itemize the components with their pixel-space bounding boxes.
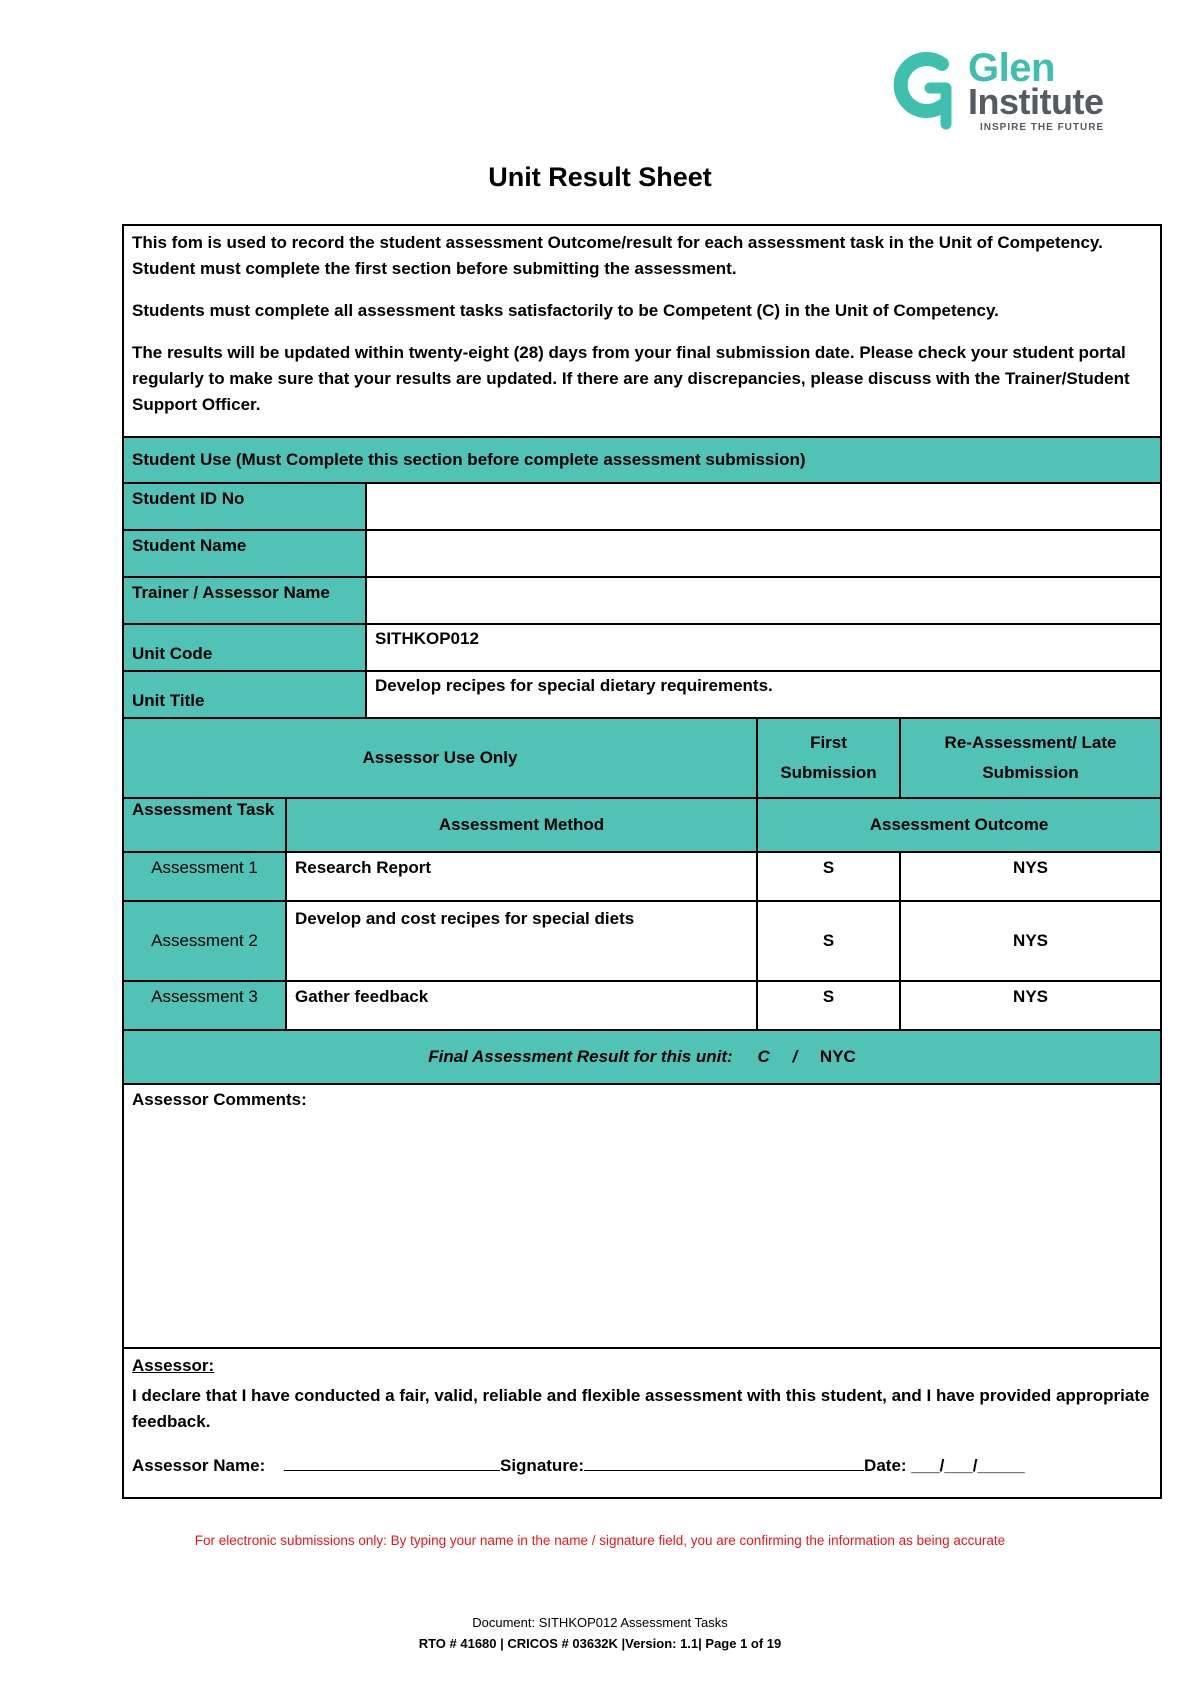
logo-word-glen: Glen: [968, 46, 1055, 90]
assessment-task-cell: Assessment 3: [123, 981, 286, 1030]
assessor-name-label: Assessor Name:: [132, 1456, 266, 1475]
col-assessment-task: Assessment Task: [123, 798, 286, 852]
assessor-comments-cell[interactable]: [123, 1084, 1161, 1348]
declaration-text: I declare that I have conducted a fair, valid, reliable and flexible assessment with this student, and I have provided appropriate feedback.: [132, 1386, 1150, 1431]
final-result-cell: [123, 1030, 1161, 1084]
assessment-method-cell: Research Report: [286, 852, 757, 901]
footer-document: Document: SITHKOP012 Assessment Tasks: [472, 1615, 728, 1630]
assessor-use-heading: Assessor Use Only: [123, 718, 757, 798]
page-title: Unit Result Sheet: [488, 162, 712, 192]
assessor-comments-label: Assessor Comments:: [132, 1090, 307, 1109]
intro-cell: [123, 225, 1161, 437]
logo-tagline: INSPIRE THE FUTURE: [980, 122, 1105, 133]
first-submission-result: S: [757, 981, 900, 1030]
final-result-nyc[interactable]: NYC: [819, 1047, 856, 1066]
unit-code-value: SITHKOP012: [366, 624, 1161, 671]
declaration-cell: [123, 1348, 1161, 1498]
trainer-name-field[interactable]: [366, 577, 1161, 624]
trainer-name-row: [123, 577, 1161, 624]
intro-row: [123, 225, 1161, 437]
comments-row: [123, 1084, 1161, 1348]
intro-paragraph-1: This fom is used to record the student assessment Outcome/result for each assessment task in the Unit of Competency. Student must complete the first section before submitting the assessment.: [132, 233, 1103, 278]
student-id-field[interactable]: [366, 483, 1161, 530]
declaration-row: [123, 1348, 1161, 1498]
institute-logo: [890, 44, 1120, 134]
student-name-label: Student Name: [123, 530, 366, 577]
assessment-method-cell: Gather feedback: [286, 981, 757, 1030]
assessor-header-row: [123, 718, 1161, 798]
trainer-name-label: Trainer / Assessor Name: [123, 577, 366, 624]
electronic-submission-note: For electronic submissions only: By typing your name in the name / signature field, you are confirming the information as being accurate: [194, 1533, 1006, 1548]
student-name-field[interactable]: [366, 530, 1161, 577]
intro-paragraph-3: The results will be updated within twenty-eight (28) days from your final submission date. Please check your student portal regularly to make sure that your results are updated. If there are any discrepancies, please discuss with the Trainer/Student Support Officer.: [132, 343, 1130, 414]
assessor-name-field[interactable]: [284, 1454, 500, 1471]
reassessment-result: NYS: [900, 981, 1161, 1030]
final-result-slash: /: [792, 1047, 798, 1066]
footer-rto-info: RTO # 41680 | CRICOS # 03632K |Version: 1.1| Page 1 of 19: [418, 1636, 782, 1651]
first-submission-result: S: [757, 852, 900, 901]
table-row: [123, 901, 1161, 981]
col-assessment-outcome: Assessment Outcome: [757, 798, 1161, 852]
final-result-c[interactable]: C: [757, 1047, 770, 1066]
declaration-heading: Assessor:: [132, 1356, 215, 1375]
unit-code-row: [123, 624, 1161, 671]
col-assessment-method: Assessment Method: [286, 798, 757, 852]
table-row: [123, 981, 1161, 1030]
reassessment-heading: Re-Assessment/ Late Submission: [900, 718, 1161, 798]
final-result-row: [123, 1030, 1161, 1084]
date-field[interactable]: ___/___/_____: [911, 1456, 1025, 1475]
intro-paragraph-2: Students must complete all assessment tasks satisfactorily to be Competent (C) in the Unit of Competency.: [132, 301, 999, 320]
unit-title-label: Unit Title: [123, 671, 366, 718]
assessment-task-cell: Assessment 2: [123, 901, 286, 981]
logo-mark-icon: [890, 50, 960, 130]
signature-field[interactable]: [584, 1454, 864, 1471]
assessment-columns-row: [123, 798, 1161, 852]
student-name-row: [123, 530, 1161, 577]
reassessment-result: NYS: [900, 852, 1161, 901]
table-row: [123, 852, 1161, 901]
unit-title-row: [123, 671, 1161, 718]
first-submission-heading: First Submission: [757, 718, 900, 798]
signature-label: Signature:: [499, 1456, 585, 1475]
student-section-heading: Student Use (Must Complete this section before complete assessment submission): [123, 437, 1161, 483]
final-result-label: Final Assessment Result for this unit:: [428, 1047, 733, 1066]
unit-result-table: [122, 224, 1162, 1499]
first-submission-result: S: [757, 901, 900, 981]
student-section-header-row: [123, 437, 1161, 483]
reassessment-result: NYS: [900, 901, 1161, 981]
date-label: Date:: [864, 1456, 907, 1475]
signature-row: [132, 1453, 1152, 1479]
assessment-method-cell: Develop and cost recipes for special diets: [286, 901, 757, 981]
student-id-label: Student ID No: [123, 483, 366, 530]
logo-word-institute: Institute: [968, 81, 1104, 122]
unit-code-label: Unit Code: [123, 624, 366, 671]
unit-title-value: Develop recipes for special dietary requirements.: [366, 671, 1161, 718]
page-footer: [0, 1612, 1200, 1654]
student-id-row: [123, 483, 1161, 530]
assessment-task-cell: Assessment 1: [123, 852, 286, 901]
